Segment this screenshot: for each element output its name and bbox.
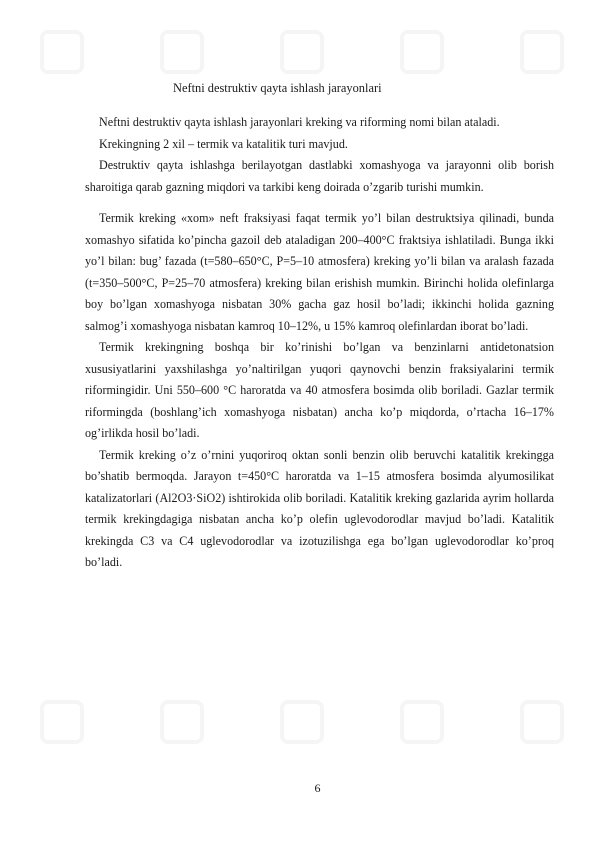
page-title: Neftni destruktiv qayta ishlash jarayonlari: [173, 81, 382, 95]
paragraph-1: Neftni destruktiv qayta ishlash jarayonlari kreking va riforming nomi bilan ataladi.: [99, 115, 500, 129]
page-number: 6: [314, 781, 321, 795]
paragraph-6: Termik kreking o’z o’rnini yuqoriroq oktan sonli benzin olib beruvchi katalitik krekingga bo’shatib bermoqda. Jarayon t=450°C haroratda va 1–15 atmosfera bosimda alyumosilikat katalizatorlari (Al2O3·SiO2) ishtirokida olib boriladi. Katalitik kreking gazlarida ayrim hollarda termik krekingdagiga nisbatan ancha ko’p olefin uglevodorodlar mavjud bo’ladi. Katalitik krekingda C3 va C4 uglevodorodlar va izotuzilishga ega bo’lgan uglevodorodlar ko’proq bo’ladi.: [85, 447, 554, 569]
paragraph-2: Krekingning 2 xil – termik va katalitik turi mavjud.: [99, 136, 348, 151]
paragraph-3: Destruktiv qayta ishlashga berilayotgan dastlabki xomashyoga va jarayonni olib borish sharoitiga qarab gazning miqdori va tarkibi keng doirada o’zgarib turishi mumkin.: [85, 158, 554, 194]
paragraph-4: Termik kreking «xom» neft fraksiyasi faqat termik yo’l bilan destruktsiya qilinadi, bunda xomashyo sifatida ko’pincha gazoil deb ataladigan 200–400°C fraktsiya ishlatiladi. Bunga ikki yo’l bilan: bug’ fazada (t=580–650°C, P=5–10 atmosfera) kreking yo’li bilan va aralash fazada (t=350–500°C, P=25–70 atmosfera) kreking bilan erishish mumkin. Birinchi holida olefinlarga boy bo’lgan xomashyoga nisbatan 30% gacha gaz hosil bo’ladi; ikkinchi holida gazning salmog’i xomashyoga nisbatan kamroq 10–12%, u 15% kamroq olefinlardan iborat bo’ladi.: [85, 211, 554, 333]
body-text: [85, 112, 554, 574]
paragraph-5: Termik krekingning boshqa bir ko’rinishi bo’lgan va benzinlarni antidetonatsion xususiyatlarini yaxshilashga yo’naltirilgan yuqori qaynovchi benzin fraksiyalarini termik riformingidir. Uni 550–600 °C haroratda va 40 atmosfera bosimda olib boriladi. Gazlar termik riformingda (boshlang’ich xomashyoga nisbatan) ancha ko’p miqdorda, o’rtacha 16–17% og’irlikda hosil bo’ladi.: [85, 340, 554, 440]
